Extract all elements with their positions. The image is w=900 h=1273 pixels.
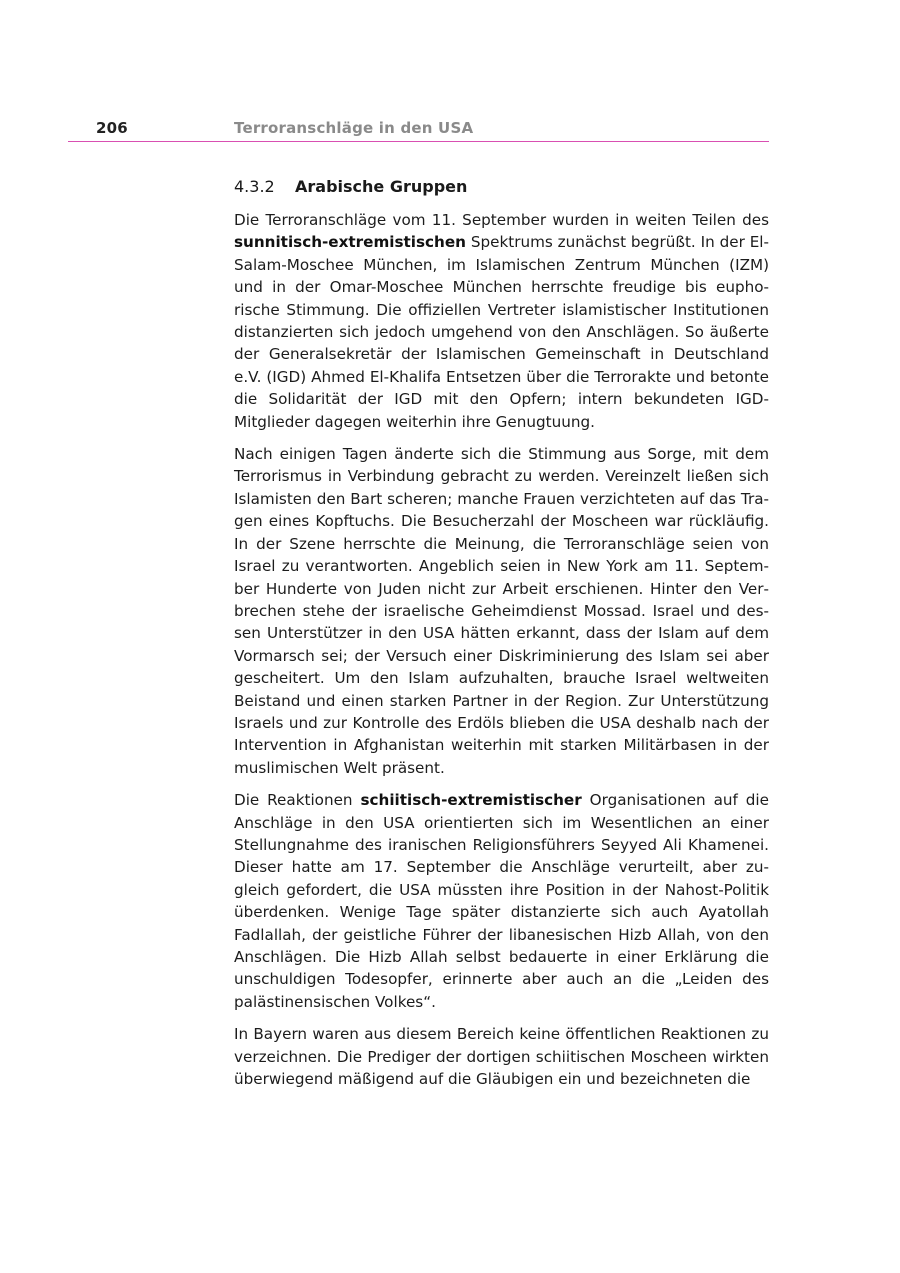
paragraph-1-bold-term: sunnitisch-extremistischen bbox=[234, 233, 466, 252]
main-text-column bbox=[234, 175, 769, 1100]
paragraph-1-text-a: Die Terroranschläge vom 11. September wurden in weiten Teilen des bbox=[234, 211, 769, 229]
header-rule bbox=[68, 141, 769, 142]
paragraph-1 bbox=[234, 209, 769, 433]
paragraph-2: Nach einigen Tagen änderte sich die Stimmung aus Sorge, mit dem Terrorismus in Verbindung gebracht zu werden. Vereinzelt ließen sich Islamisten den Bart scheren; manche Frauen verzichteten auf das Tragen eines Kopftuchs. Die Besucherzahl der Moscheen war rückläufig. In der Szene herrschte die Meinung, die Terroranschläge seien von Israel zu verantworten. Angeblich seien in New York am 11. September Hunderte von Juden nicht zur Arbeit erschienen. Hinter den Verbrechen stehe der israelische Geheimdienst Mossad. Israel und dessen Unterstützer in den USA hätten erkannt, dass der Islam auf dem Vormarsch sei; der Versuch einer Diskriminierung des Islam sei aber gescheitert. Um den Islam aufzuhalten, brauche Israel weltweiten Beistand und einen starken Partner in der Region. Zur Unterstützung Israels und zur Kontrolle des Erdöls blieben die USA deshalb nach der Intervention in Afghanistan weiterhin mit starken Militärbasen in der muslimischen Welt präsent. bbox=[234, 445, 769, 777]
paragraph-4: In Bayern waren aus diesem Bereich keine öffentlichen Reaktionen zu verzeichnen. Die Prediger der dortigen schiitischen Moscheen wirkten überwiegend mäßigend auf die Gläubigen ein und bezeichneten die bbox=[234, 1025, 769, 1089]
paragraph-3 bbox=[234, 789, 769, 1013]
paragraph-1-text-b: Spektrums zunächst begrüßt. In der El-Salam-Moschee München, im Islamischen Zentrum München (IZM) und in der Omar-Moschee München herrschte freudige bis euphorische Stimmung. Die offiziellen Vertreter islamistischer Institutionen distanzierten sich jedoch umgehend von den Anschlägen. So äußerte der Generalsekretär der Islamischen Gemeinschaft in Deutschland e.V. (IGD) Ahmed El-Khalifa Entsetzen über die Terrorakte und betonte die Solidarität der IGD mit den Opfern; intern bekundeten IGD-Mitglieder dagegen weiterhin ihre Genugtuung. bbox=[234, 233, 769, 431]
paragraph-3-bold-term: schiitisch-extremistischer bbox=[360, 791, 582, 810]
section-heading bbox=[234, 175, 769, 199]
paragraph-3-text-a: Die Reaktionen bbox=[234, 791, 361, 810]
section-title: Arabische Gruppen bbox=[295, 177, 468, 196]
page-number: 206 bbox=[96, 119, 128, 137]
section-number: 4.3.2 bbox=[234, 177, 275, 196]
running-header-title: Terroranschläge in den USA bbox=[234, 119, 474, 137]
paragraph-3-text-b: Organisationen auf die Anschläge in den USA orientierten sich im Wesentlichen an einer Stellungnahme des iranischen Religionsführers Seyyed Ali Khamenei. Dieser hatte am 17. September die Anschläge verurteilt, aber zugleich gefordert, die USA müssten ihre Position in der Nahost-Politik überdenken. Wenige Tage später distanzierte sich auch Ayatollah Fadlallah, der geistliche Führer der libanesischen Hizb Allah, von den Anschlägen. Die Hizb Allah selbst bedauerte in einer Erklärung die unschuldigen Todesopfer, erinnerte aber auch an die „Leiden des palästinensischen Volkes“. bbox=[234, 791, 769, 1011]
